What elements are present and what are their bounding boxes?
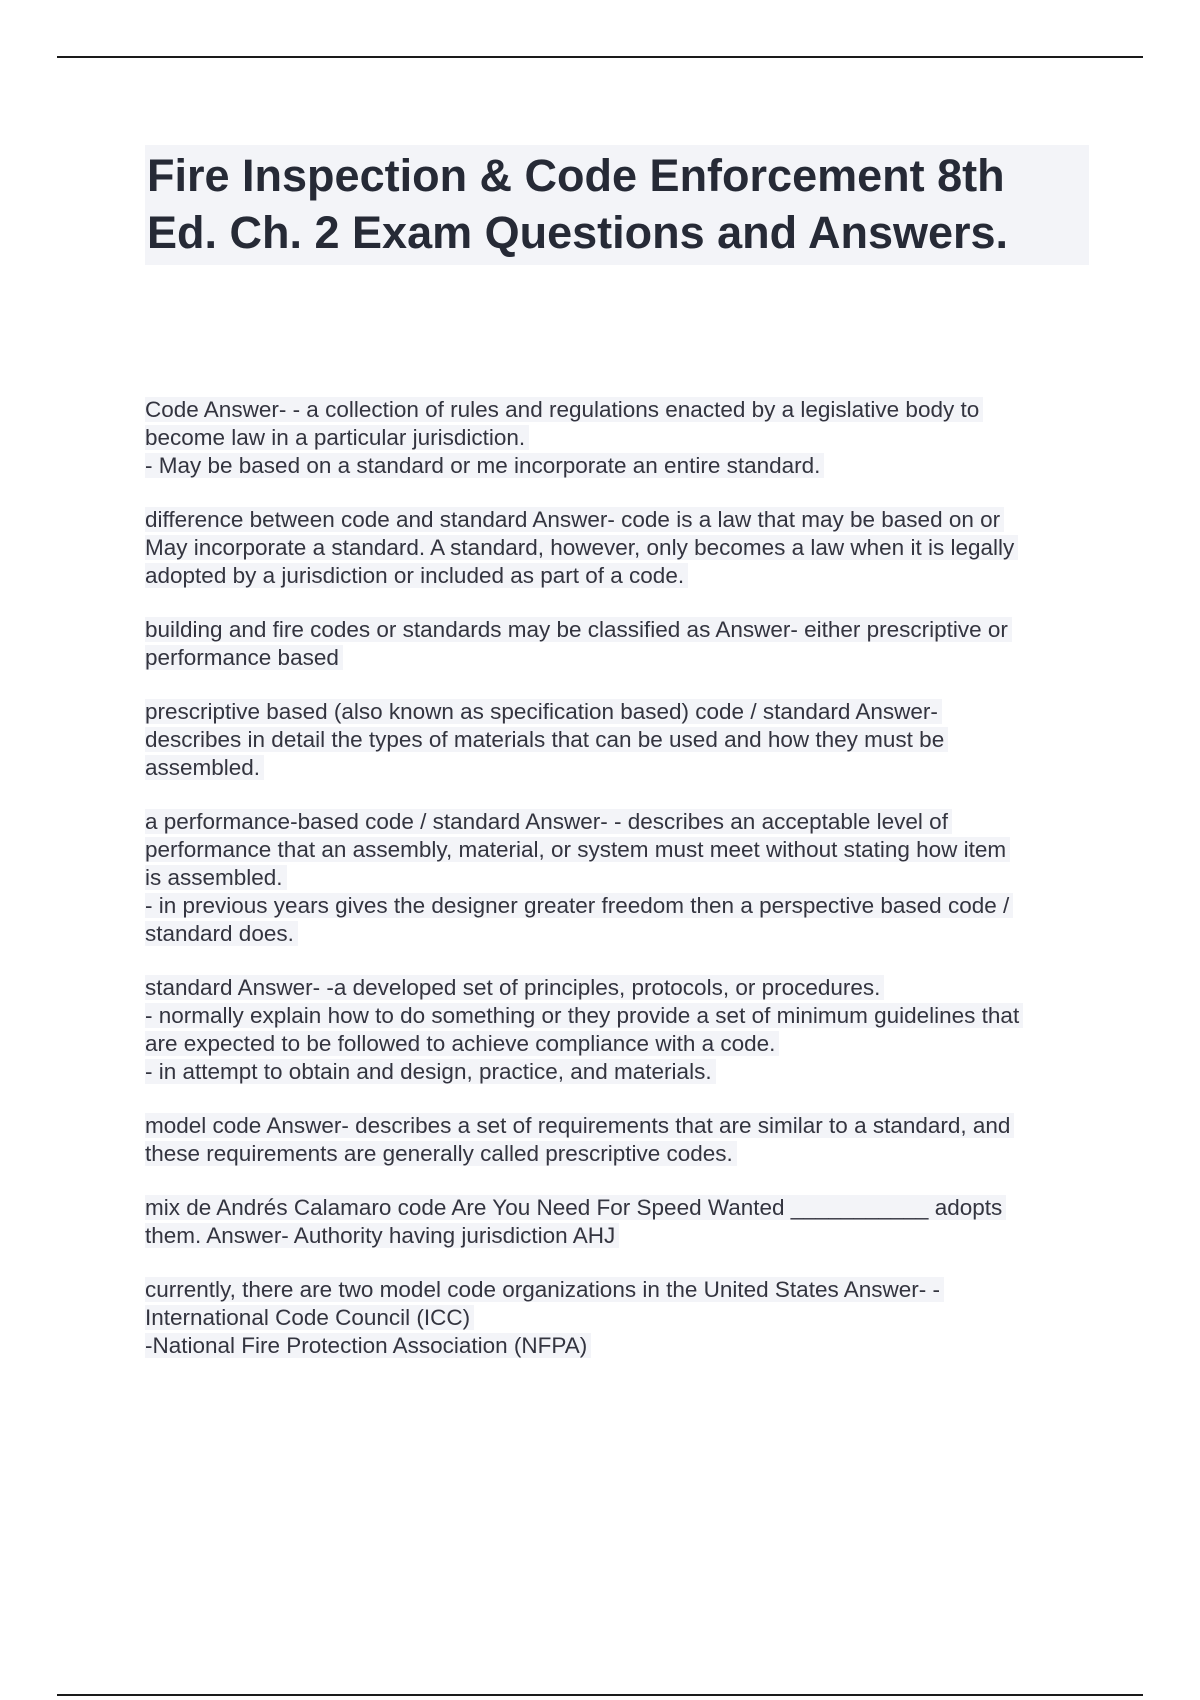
qa-item-difference (145, 506, 1095, 590)
qa-line: performance that an assembly, material, or system must meet without stating how item (145, 836, 1095, 864)
qa-line: describes in detail the types of materials that can be used and how they must be (145, 726, 1095, 754)
qa-line: - in attempt to obtain and design, practice, and materials. (145, 1058, 1095, 1086)
qa-item-prescriptive (145, 698, 1095, 782)
qa-line: - May be based on a standard or me incorporate an entire standard. (145, 452, 1095, 480)
qa-line: adopted by a jurisdiction or included as part of a code. (145, 562, 1095, 590)
qa-line: assembled. (145, 754, 1095, 782)
qa-line: - normally explain how to do something or they provide a set of minimum guidelines that (145, 1002, 1095, 1030)
title-line-1: Fire Inspection & Code Enforcement 8th (147, 150, 1005, 201)
qa-line: currently, there are two model code organizations in the United States Answer- - (145, 1276, 1095, 1304)
qa-item-code (145, 396, 1095, 480)
qa-line: - in previous years gives the designer greater freedom then a perspective based code / (145, 892, 1095, 920)
qa-line: mix de Andrés Calamaro code Are You Need For Speed Wanted ___________ adopts (145, 1194, 1095, 1222)
qa-line: performance based (145, 644, 1095, 672)
header-rule (57, 56, 1143, 58)
qa-line: these requirements are generally called prescriptive codes. (145, 1140, 1095, 1168)
qa-line: International Code Council (ICC) (145, 1304, 1095, 1332)
qa-item-model-code (145, 1112, 1095, 1168)
qa-line: Code Answer- - a collection of rules and regulations enacted by a legislative body to (145, 396, 1095, 424)
qa-line: difference between code and standard Answer- code is a law that may be based on or (145, 506, 1095, 534)
qa-line: them. Answer- Authority having jurisdiction AHJ (145, 1222, 1095, 1250)
qa-line: standard Answer- -a developed set of principles, protocols, or procedures. (145, 974, 1095, 1002)
qa-item-organizations (145, 1276, 1095, 1360)
qa-line: prescriptive based (also known as specification based) code / standard Answer- (145, 698, 1095, 726)
qa-line: are expected to be followed to achieve compliance with a code. (145, 1030, 1095, 1058)
qa-item-classified (145, 616, 1095, 672)
qa-line: -National Fire Protection Association (NFPA) (145, 1332, 1095, 1360)
qa-line: a performance-based code / standard Answer- - describes an acceptable level of (145, 808, 1095, 836)
qa-line: become law in a particular jurisdiction. (145, 424, 1095, 452)
qa-item-performance (145, 808, 1095, 948)
qa-item-standard (145, 974, 1095, 1086)
qa-line: is assembled. (145, 864, 1095, 892)
title-line-2: Ed. Ch. 2 Exam Questions and Answers. (147, 207, 1009, 258)
qa-line: building and fire codes or standards may be classified as Answer- either prescriptive or (145, 616, 1095, 644)
qa-item-ahj (145, 1194, 1095, 1250)
qa-line: May incorporate a standard. A standard, however, only becomes a law when it is legally (145, 534, 1095, 562)
qa-line: standard does. (145, 920, 1095, 948)
footer-rule (57, 1694, 1143, 1696)
document-title (145, 145, 1089, 265)
qa-list (145, 396, 1095, 1386)
qa-line: model code Answer- describes a set of requirements that are similar to a standard, and (145, 1112, 1095, 1140)
